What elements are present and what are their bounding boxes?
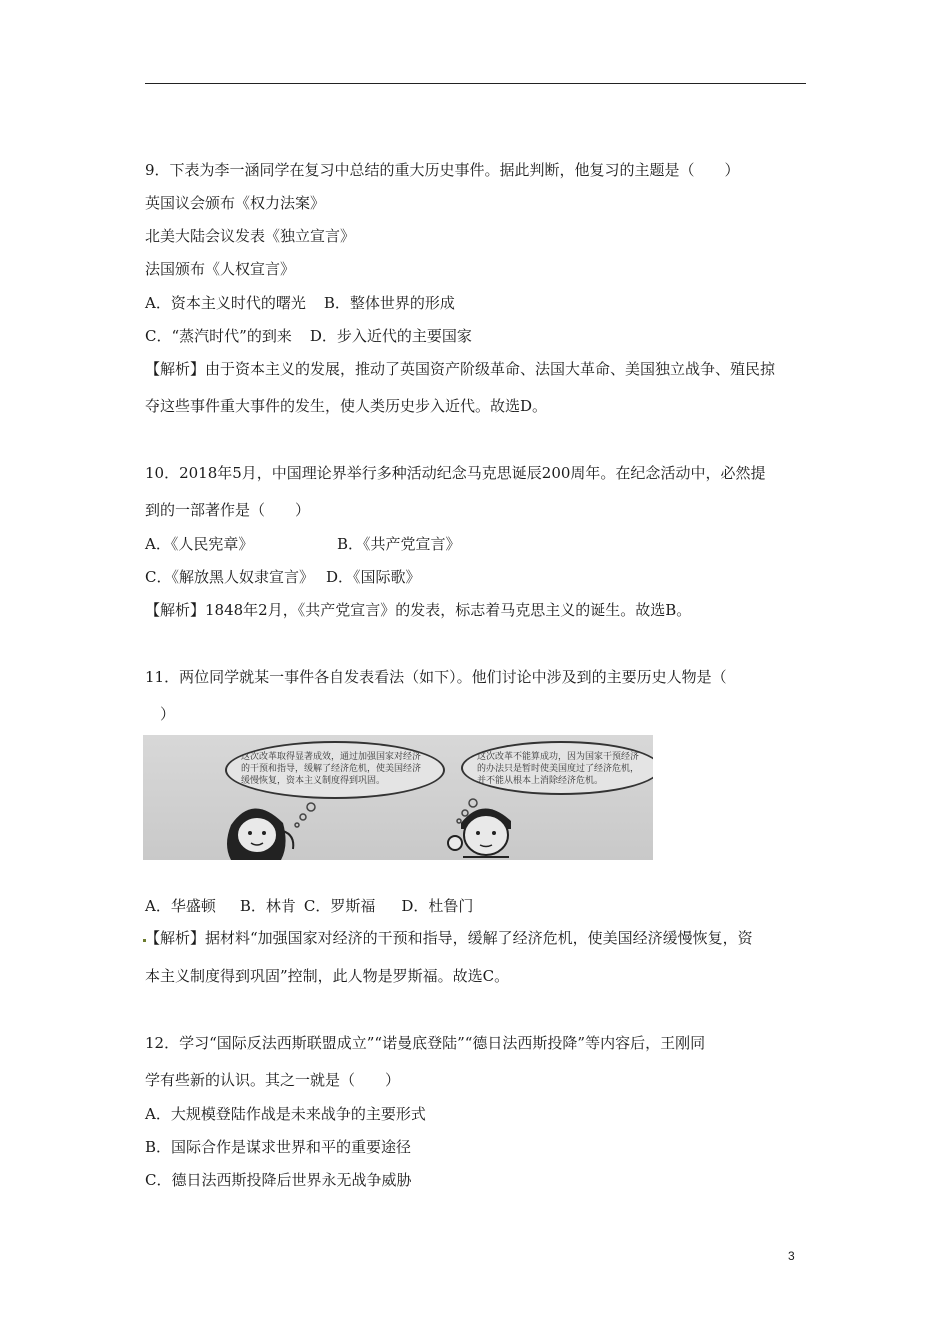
q11-option-b: B．林肯 [239,897,296,915]
q10-option-d: D．《国际歌》 [325,568,421,586]
q12-option-c: C．德日法西斯投降后世界永无战争威胁 [145,1171,412,1189]
q11-analysis-line-1: 【解析】据材料“加强国家对经济的干预和指导，缓解了经济危机，使美国经济缓慢恢复，资 [145,929,753,947]
q10-option-c: C．《解放黑人奴隶宣言》 [145,568,314,586]
q9-analysis-line-1: 【解析】由于资本主义的发展，推动了英国资产阶级革命、法国大革命、美国独立战争、殖民掠 [145,360,776,378]
page-number: 3 [788,1249,795,1263]
right-speech-bubble: 这次改革不能算成功，因为国家干预经济的办法只是暂时使美国度过了经济危机，并不能从根本上消除经济危机。 [461,741,653,795]
q9-stem: 9．下表为李一涵同学在复习中总结的重大历史事件。据此判断，他复习的主题是（ ） [145,161,740,179]
q9-event-1: 英国议会颁布《权力法案》 [145,194,326,212]
q10-stem-line-2: 到的一部著作是（ ） [145,501,311,519]
cartoon-image [143,735,653,860]
q11-option-c: C．罗斯福 [303,897,376,915]
q10-options-row-1 [145,534,461,554]
q12-stem-line-1: 12．学习“国际反法西斯联盟成立”“诺曼底登陆”“德日法西斯投降”等内容后，王刚同 [145,1034,706,1052]
q11-analysis-line-2: 本主义制度得到巩固”控制，此人物是罗斯福。故选C。 [145,967,510,985]
q10-stem-line-1: 10．2018年5月，中国理论界举行多种活动纪念马克思诞辰200周年。在纪念活动中，必然提 [145,464,766,482]
q12-stem-line-2: 学有些新的认识。其之一就是（ ） [145,1071,401,1089]
q12-option-a: A．大规模登陆作战是未来战争的主要形式 [145,1105,426,1123]
q11-option-d: D．杜鲁门 [401,897,474,915]
q9-analysis-line-2: 夺这些事件重大事件的发生，使人类历史步入近代。故选D。 [145,397,548,415]
q9-options-row-1 [145,293,455,313]
q9-option-d: D．步入近代的主要国家 [309,327,472,345]
q10-analysis: 【解析】1848年2月，《共产党宣言》的发表，标志着马克思主义的诞生。故选B。 [145,601,692,619]
q9-options-row-2 [145,326,472,346]
cartoon-figures [143,735,653,860]
q10-option-a: A．《人民宪章》 [145,535,254,553]
q11-options-row [145,896,473,916]
q11-stem-line-2: ） [145,705,176,723]
header-rule [145,83,806,84]
q9-option-b: B．整体世界的形成 [323,294,455,312]
q11-stem-line-1: 11．两位同学就某一事件各自发表看法（如下）。他们讨论中涉及到的主要历史人物是（ [145,668,727,686]
q10-option-b: B．《共产党宣言》 [337,535,461,553]
q10-options-row-2 [145,567,421,587]
girl-figure [227,808,293,860]
q9-event-3: 法国颁布《人权宣言》 [145,260,296,278]
q11-option-a: A．华盛顿 [145,897,216,915]
q12-option-b: B．国际合作是谋求世界和平的重要途径 [145,1138,412,1156]
boy-figure [448,808,511,857]
q9-event-2: 北美大陆会议发表《独立宣言》 [145,227,356,245]
q9-option-c: C．“蒸汽时代”的到来 [145,327,292,345]
q9-option-a: A．资本主义时代的曙光 [145,294,306,312]
left-speech-bubble: 这次改革取得显著成效，通过加强国家对经济的干预和指导，缓解了经济危机，使美国经济缓慢恢复，资本主义制度得到巩固。 [225,741,445,799]
